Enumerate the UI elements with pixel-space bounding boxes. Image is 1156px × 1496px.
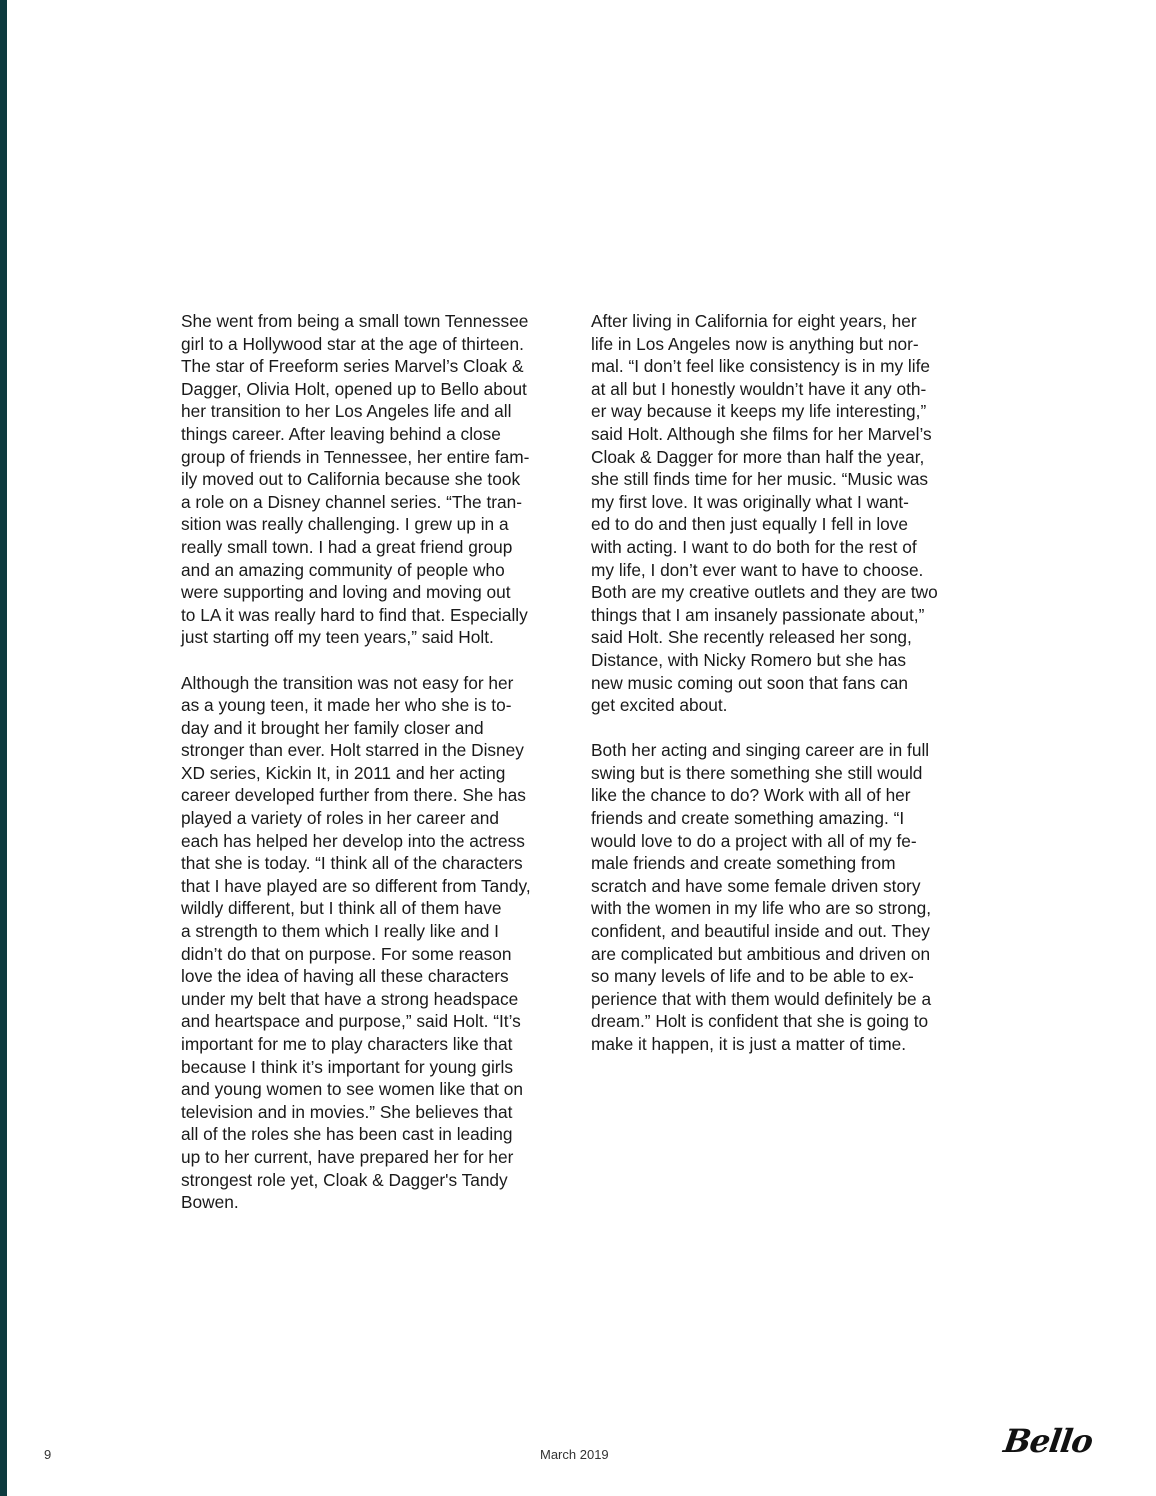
- text-line: because I think it’s important for young girls: [181, 1056, 514, 1077]
- text-line: dream.” Holt is confident that she is going to: [591, 1011, 929, 1032]
- text-line: with the women in my life who are so strong,: [591, 898, 932, 919]
- text-line: my life, I don’t ever want to have to choose.: [591, 559, 924, 580]
- text-line: were supporting and loving and moving out: [181, 582, 511, 603]
- text-line: new music coming out soon that fans can: [591, 672, 908, 693]
- text-line: After living in California for eight years, her: [591, 311, 917, 331]
- text-line: didn’t do that on purpose. For some reason: [181, 943, 512, 964]
- page-number: 9: [44, 1447, 52, 1462]
- text-line: so many levels of life and to be able to ex-: [591, 966, 914, 987]
- text-line: ily moved out to California because she took: [181, 469, 521, 490]
- text-line: at all but I honestly wouldn’t have it any oth-: [591, 378, 927, 399]
- text-line: played a variety of roles in her career and: [181, 808, 499, 829]
- article-paragraph: [591, 310, 991, 717]
- text-line: to LA it was really hard to find that. Especially: [181, 604, 528, 625]
- text-line: strongest role yet, Cloak & Dagger's Tandy: [181, 1169, 508, 1190]
- text-line: She went from being a small town Tennessee: [181, 311, 529, 331]
- text-line: my first love. It was originally what I want-: [591, 491, 909, 512]
- text-line: and young women to see women like that on: [181, 1079, 523, 1100]
- text-line: XD series, Kickin It, in 2011 and her acting: [181, 762, 506, 783]
- text-line: Although the transition was not easy for her: [181, 672, 514, 693]
- article-column-2: [591, 310, 991, 1078]
- text-line: swing but is there something she still would: [591, 762, 923, 783]
- text-line: male friends and create something from: [591, 853, 896, 874]
- text-line: just starting off my teen years,” said Holt.: [181, 627, 494, 648]
- text-line: she still finds time for her music. “Music was: [591, 469, 929, 490]
- text-line: confident, and beautiful inside and out. They: [591, 921, 930, 942]
- text-line: make it happen, it is just a matter of time.: [591, 1034, 907, 1054]
- text-line: friends and create something amazing. “I: [591, 808, 905, 829]
- text-line: Cloak & Dagger for more than half the year,: [591, 446, 925, 467]
- page-edge-bar: [0, 0, 7, 1496]
- text-line: Distance, with Nicky Romero but she has: [591, 649, 907, 670]
- text-line: girl to a Hollywood star at the age of thirteen.: [181, 333, 524, 354]
- text-line: perience that with them would definitely be a: [591, 988, 932, 1009]
- text-line: love the idea of having all these characters: [181, 966, 509, 987]
- text-line: like the chance to do? Work with all of her: [591, 785, 911, 806]
- text-line: said Holt. Although she films for her Marvel’s: [591, 423, 932, 444]
- text-line: that I have played are so different from Tandy,: [181, 875, 531, 896]
- text-line: under my belt that have a strong headspace: [181, 988, 519, 1009]
- text-line: The star of Freeform series Marvel’s Cloak &: [181, 356, 524, 377]
- text-line: and an amazing community of people who: [181, 559, 505, 580]
- issue-date: March 2019: [540, 1447, 609, 1462]
- text-line: television and in movies.” She believes that: [181, 1101, 513, 1122]
- article-paragraph: [181, 310, 581, 649]
- text-line: scratch and have some female driven story: [591, 875, 921, 896]
- text-line: Bowen.: [181, 1192, 239, 1213]
- text-line: and heartspace and purpose,” said Holt. “It’s: [181, 1011, 521, 1032]
- text-line: important for me to play characters like that: [181, 1034, 513, 1054]
- text-line: all of the roles she has been cast in leading: [181, 1124, 513, 1145]
- text-line: er way because it keeps my life interesting,”: [591, 401, 927, 422]
- text-line: life in Los Angeles now is anything but nor-: [591, 333, 919, 354]
- text-line: her transition to her Los Angeles life and all: [181, 401, 512, 422]
- text-line: said Holt. She recently released her song,: [591, 627, 912, 648]
- text-line: up to her current, have prepared her for her: [181, 1146, 514, 1167]
- text-line: wildly different, but I think all of them have: [181, 898, 502, 919]
- text-line: things that I am insanely passionate about,”: [591, 604, 925, 625]
- text-line: that she is today. “I think all of the characters: [181, 853, 523, 874]
- text-line: get excited about.: [591, 695, 728, 716]
- text-line: stronger than ever. Holt starred in the Disney: [181, 740, 524, 761]
- article-paragraph: [591, 739, 991, 1055]
- text-line: group of friends in Tennessee, her entire fam-: [181, 446, 530, 467]
- text-line: are complicated but ambitious and driven on: [591, 943, 931, 964]
- article-paragraph: [181, 672, 581, 1214]
- text-line: career developed further from there. She has: [181, 785, 526, 806]
- text-line: as a young teen, it made her who she is to-: [181, 695, 512, 716]
- text-line: mal. “I don’t feel like consistency is in my life: [591, 356, 931, 377]
- article-column-1: [181, 310, 581, 1236]
- text-line: Both are my creative outlets and they are two: [591, 582, 938, 603]
- text-line: would love to do a project with all of my fe-: [591, 830, 917, 851]
- text-line: each has helped her develop into the actress: [181, 830, 525, 851]
- text-line: Dagger, Olivia Holt, opened up to Bello about: [181, 378, 527, 399]
- text-line: with acting. I want to do both for the rest of: [591, 536, 917, 557]
- text-line: ed to do and then just equally I fell in love: [591, 514, 909, 535]
- text-line: a strength to them which I really like and I: [181, 921, 499, 942]
- text-line: a role on a Disney channel series. “The tran-: [181, 491, 522, 512]
- text-line: day and it brought her family closer and: [181, 717, 484, 738]
- text-line: sition was really challenging. I grew up in a: [181, 514, 509, 535]
- text-line: really small town. I had a great friend group: [181, 536, 513, 557]
- text-line: things career. After leaving behind a close: [181, 423, 501, 444]
- bello-logo: Bello: [1001, 1422, 1095, 1460]
- text-line: Both her acting and singing career are in full: [591, 740, 930, 761]
